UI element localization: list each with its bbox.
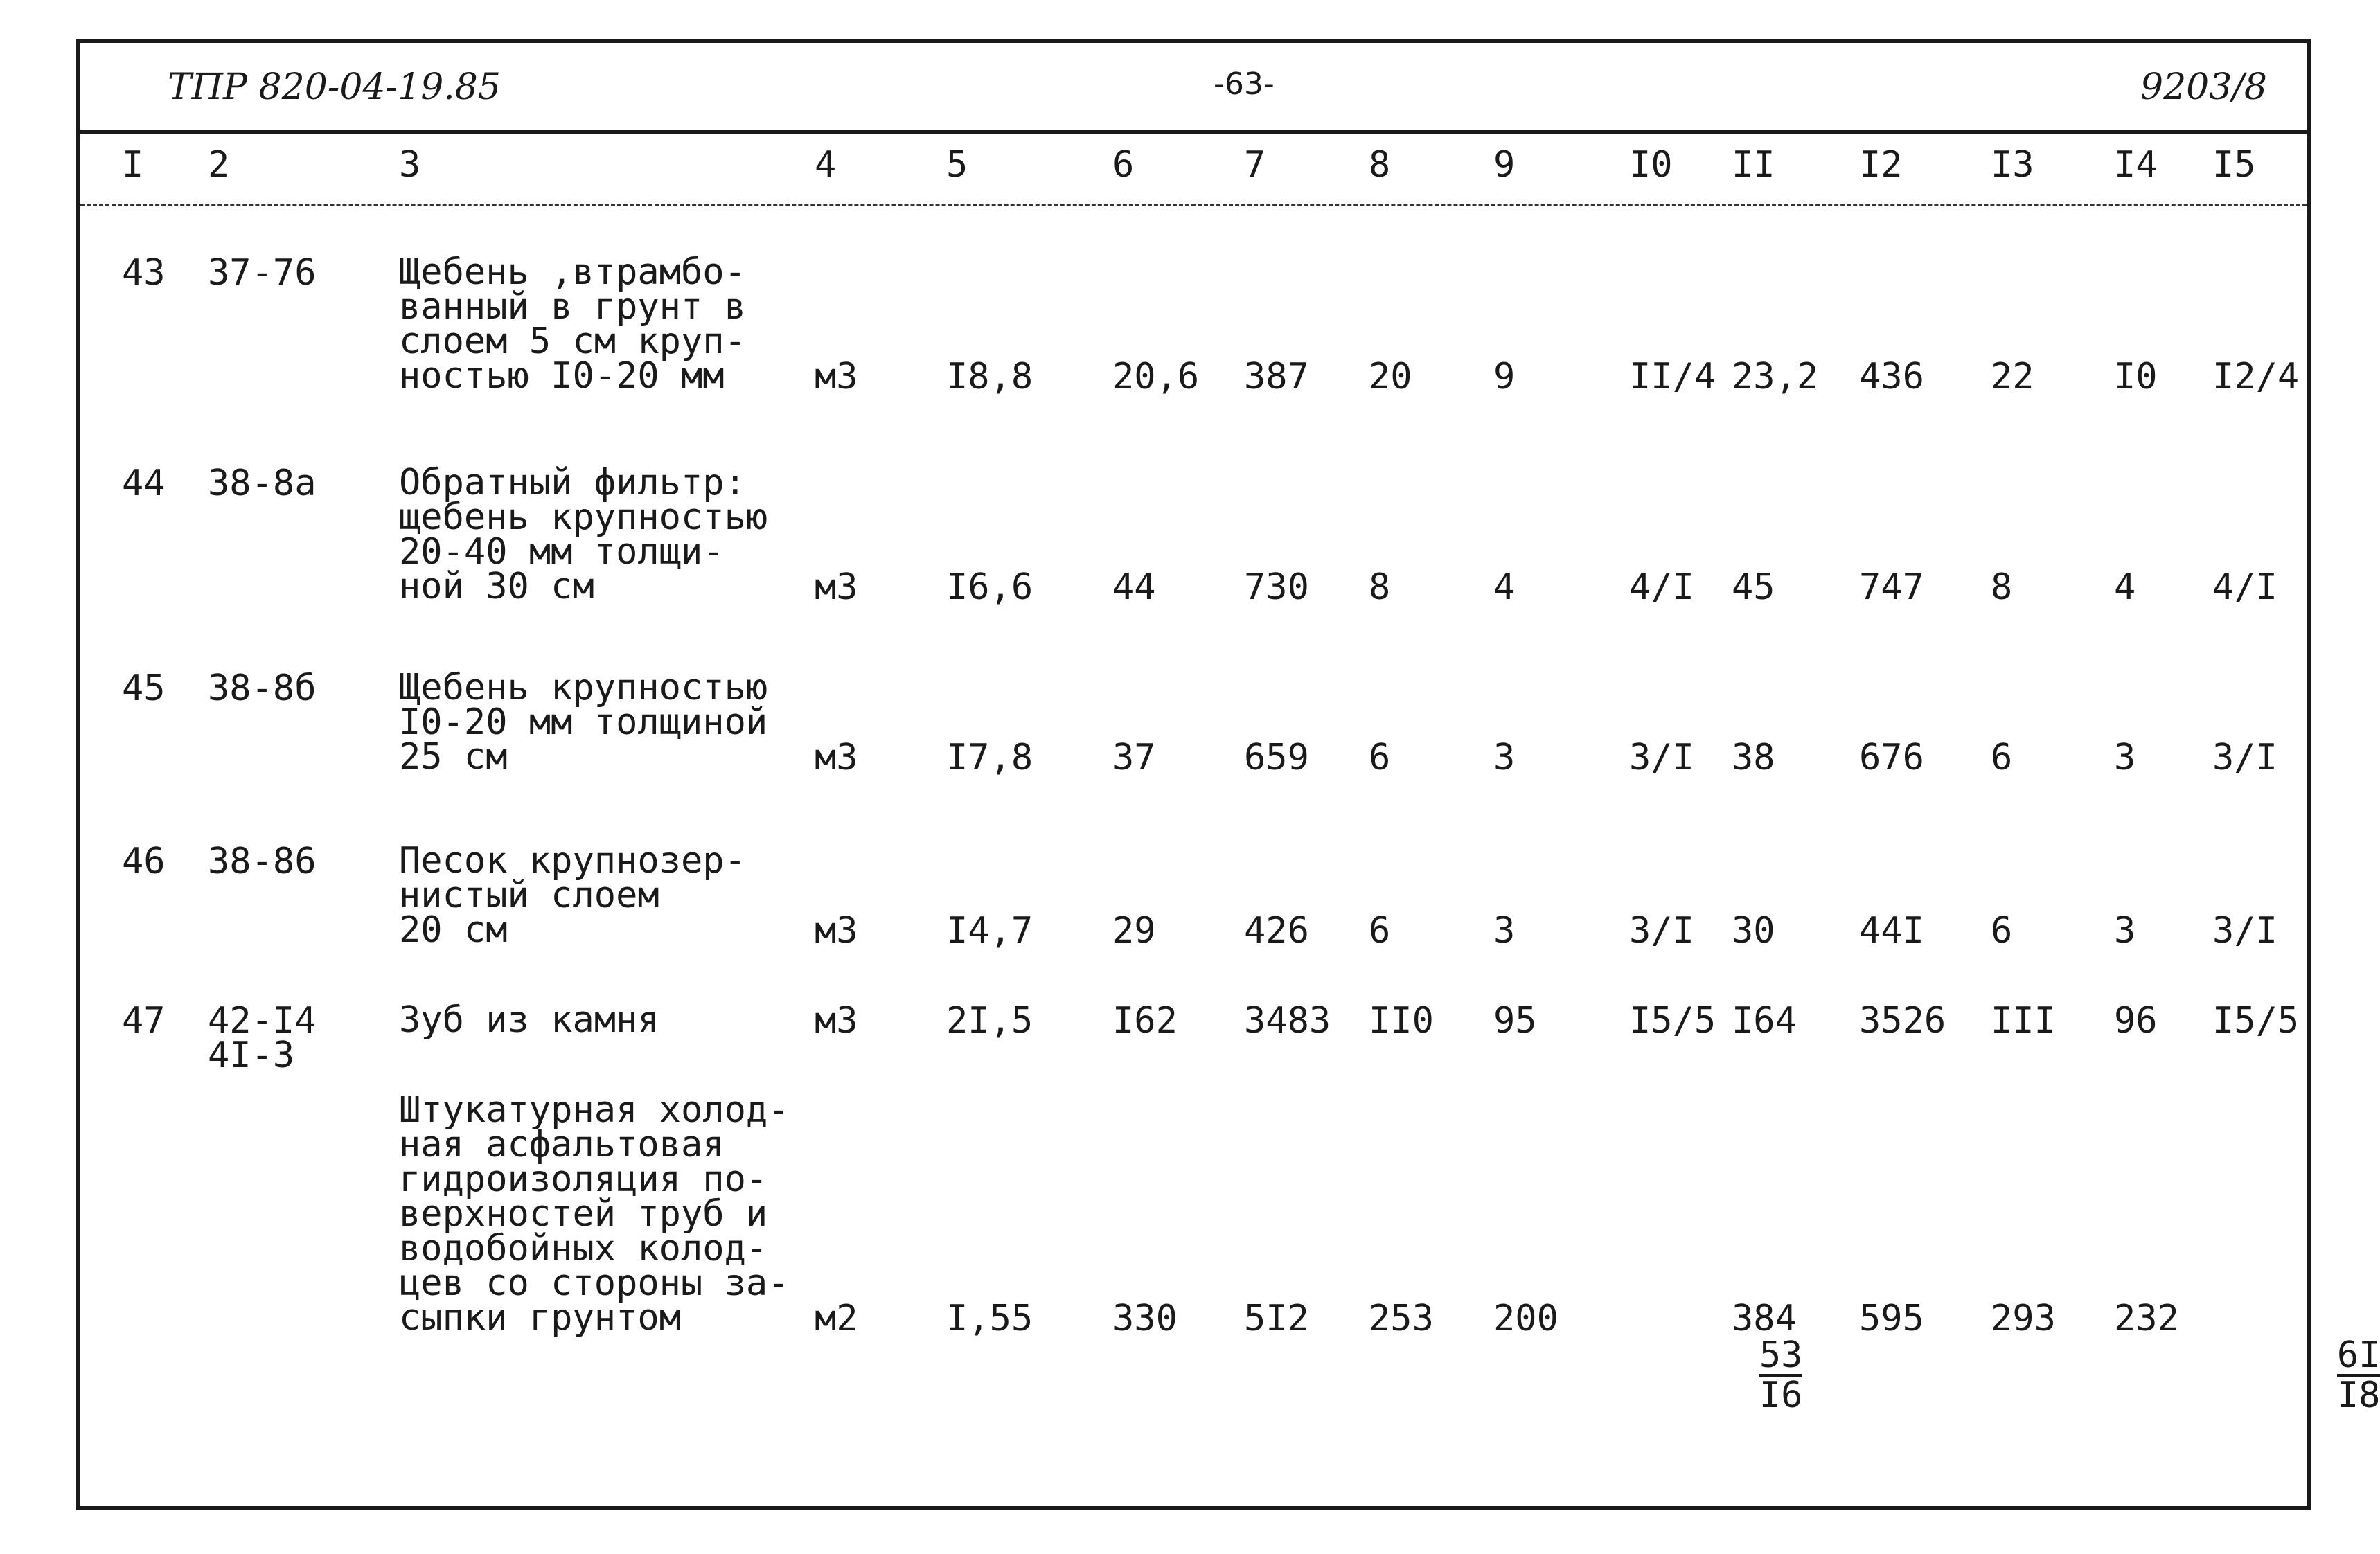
value-col-12: 3526 <box>1859 1000 1946 1042</box>
unit: м3 <box>815 1000 858 1042</box>
value-col-10: I5/5 <box>1629 1000 1716 1042</box>
value-col-15: I2/4 <box>2212 356 2300 398</box>
description-line: щебень крупностью <box>399 497 768 538</box>
description-line: Песок крупнозер- <box>399 840 746 882</box>
column-number: 3 <box>399 144 421 186</box>
description-line: слоем 5 см круп- <box>399 321 746 362</box>
description-line: верхностей труб и <box>399 1193 768 1235</box>
value-col-13: 6 <box>1991 910 2013 952</box>
column-number: I2 <box>1859 144 1903 186</box>
value-col-6: 330 <box>1112 1298 1178 1339</box>
value-col-8: II0 <box>1369 1000 1434 1042</box>
value-col-13: III <box>1991 1000 2056 1042</box>
description-line: 25 см <box>399 736 508 778</box>
value-col-5: I8,8 <box>946 356 1033 398</box>
rate-code: 38-8а <box>208 463 317 504</box>
value-col-8: 6 <box>1369 910 1391 952</box>
description-line: Щебень ,втрамбо- <box>399 251 746 293</box>
value-col-5: 2I,5 <box>946 1000 1033 1042</box>
column-number: 4 <box>815 144 837 186</box>
row-number: 45 <box>122 668 166 709</box>
value-col-14: 3 <box>2114 910 2136 952</box>
value-col-5: I6,6 <box>946 566 1033 608</box>
value-col-5: I4,7 <box>946 910 1033 952</box>
header-divider <box>80 130 2307 134</box>
value-col-8: 20 <box>1369 356 1412 398</box>
value-col-13: 22 <box>1991 356 2034 398</box>
unit: м3 <box>815 910 858 952</box>
description-line: Штукатурная холод- <box>399 1089 790 1131</box>
column-number: 6 <box>1112 144 1135 186</box>
value-col-6: 29 <box>1112 910 1156 952</box>
column-number: II <box>1732 144 1775 186</box>
value-col-9: 200 <box>1493 1298 1558 1339</box>
value-col-14: 4 <box>2114 566 2136 608</box>
description-line: сыпки грунтом <box>399 1297 681 1339</box>
description-line: Обратный фильтр: <box>399 462 746 503</box>
value-col-7: 3483 <box>1244 1000 1331 1042</box>
value-col-9: 3 <box>1493 910 1516 952</box>
unit: м3 <box>815 566 858 608</box>
fraction-denominator: I6 <box>1759 1375 1803 1416</box>
fraction-denominator: I8 <box>2336 1375 2380 1416</box>
unit: м2 <box>815 1298 858 1339</box>
value-col-12: 676 <box>1859 737 1924 778</box>
value-col-9: 95 <box>1493 1000 1537 1042</box>
description-line: нистый слоем <box>399 875 659 916</box>
rate-code: 38-86 <box>208 841 317 882</box>
value-col-10: 3/I <box>1629 737 1694 778</box>
value-col-12: 595 <box>1859 1298 1924 1339</box>
value-col-14: 96 <box>2114 1000 2158 1042</box>
description-line: цев со стороны за- <box>399 1262 790 1304</box>
column-number: I0 <box>1629 144 1673 186</box>
value-col-15: 3/I <box>2212 737 2277 778</box>
value-col-9: 9 <box>1493 356 1516 398</box>
column-number: I4 <box>2114 144 2158 186</box>
value-col-13: 6 <box>1991 737 2013 778</box>
value-col-11: 30 <box>1732 910 1775 952</box>
value-col-10: II/4 <box>1629 356 1716 398</box>
value-col-11: 23,2 <box>1732 356 1819 398</box>
value-col-5: I,55 <box>946 1298 1033 1339</box>
value-col-7: 659 <box>1244 737 1309 778</box>
unit: м3 <box>815 737 858 778</box>
value-col-14: I0 <box>2114 356 2158 398</box>
value-col-15: 4/I <box>2212 566 2277 608</box>
column-number: 9 <box>1493 144 1516 186</box>
row-number: 46 <box>122 841 166 882</box>
row-number: 44 <box>122 463 166 504</box>
column-number: 8 <box>1369 144 1391 186</box>
description-line: ванный в грунт в <box>399 286 746 328</box>
value-col-10: 4/I <box>1629 566 1694 608</box>
description-line: Зуб из камня <box>399 999 659 1041</box>
value-col-10: 3/I <box>1629 910 1694 952</box>
value-col-6: I62 <box>1112 1000 1178 1042</box>
description-line: гидроизоляция по- <box>399 1159 768 1200</box>
value-col-11: 38 <box>1732 737 1775 778</box>
value-col-7: 426 <box>1244 910 1309 952</box>
value-col-8: 8 <box>1369 566 1391 608</box>
value-col-8: 6 <box>1369 737 1391 778</box>
value-col-14: 3 <box>2114 737 2136 778</box>
value-col-15: 3/I <box>2212 910 2277 952</box>
description-line: Щебень крупностью <box>399 667 768 708</box>
value-col-7: 730 <box>1244 566 1309 608</box>
rate-code: 37-76 <box>208 252 317 294</box>
value-col-7: 387 <box>1244 356 1309 398</box>
value-col-6: 37 <box>1112 737 1156 778</box>
row-number: 43 <box>122 252 166 294</box>
fraction-numerator: 6I <box>2336 1334 2380 1376</box>
value-col-15: I5/5 <box>2212 1000 2300 1042</box>
value-col-11: I64 <box>1732 1000 1797 1042</box>
value-col-11: 45 <box>1732 566 1775 608</box>
value-col-9: 3 <box>1493 737 1516 778</box>
value-col-6: 44 <box>1112 566 1156 608</box>
fraction-numerator: 53 <box>1759 1334 1803 1376</box>
document-sheet <box>76 39 2380 1510</box>
column-number: I3 <box>1991 144 2034 186</box>
description-line: ностью I0-20 мм <box>399 355 725 397</box>
sheet-number: 9203/8 <box>2140 66 2267 108</box>
row-number: 47 <box>122 1000 166 1042</box>
description-line: водобойных колод- <box>399 1228 768 1269</box>
rate-code: 42-I4 <box>208 1000 317 1042</box>
value-col-12: 436 <box>1859 356 1924 398</box>
value-col-12: 747 <box>1859 566 1924 608</box>
column-number: 2 <box>208 144 230 186</box>
value-col-13: 8 <box>1991 566 2013 608</box>
value-col-6: 20,6 <box>1112 356 1200 398</box>
column-number: I <box>122 144 144 186</box>
rate-code: 38-8б <box>208 668 317 709</box>
document-code: ТПР 820-04-19.85 <box>168 66 501 108</box>
value-col-15-fraction <box>2207 1301 2380 1450</box>
description-line: 20 см <box>399 909 508 951</box>
column-number: I5 <box>2212 144 2256 186</box>
description-line: ная асфальтовая <box>399 1124 725 1166</box>
value-col-13: 293 <box>1991 1298 2056 1339</box>
column-header-divider <box>80 204 2307 206</box>
value-col-9: 4 <box>1493 566 1516 608</box>
value-col-14: 232 <box>2114 1298 2179 1339</box>
column-number: 7 <box>1244 144 1266 186</box>
description-line: ной 30 см <box>399 566 594 607</box>
value-col-5: I7,8 <box>946 737 1033 778</box>
value-col-7: 5I2 <box>1244 1298 1309 1339</box>
description-line: I0-20 мм толщиной <box>399 702 768 743</box>
column-number: 5 <box>946 144 968 186</box>
value-col-12: 44I <box>1859 910 1924 952</box>
rate-code-secondary: 4I-3 <box>208 1035 295 1076</box>
page-number: -63- <box>1214 66 1275 102</box>
unit: м3 <box>815 356 858 398</box>
value-col-11: 384 <box>1732 1298 1797 1339</box>
value-col-8: 253 <box>1369 1298 1434 1339</box>
description-line: 20-40 мм толщи- <box>399 531 725 573</box>
